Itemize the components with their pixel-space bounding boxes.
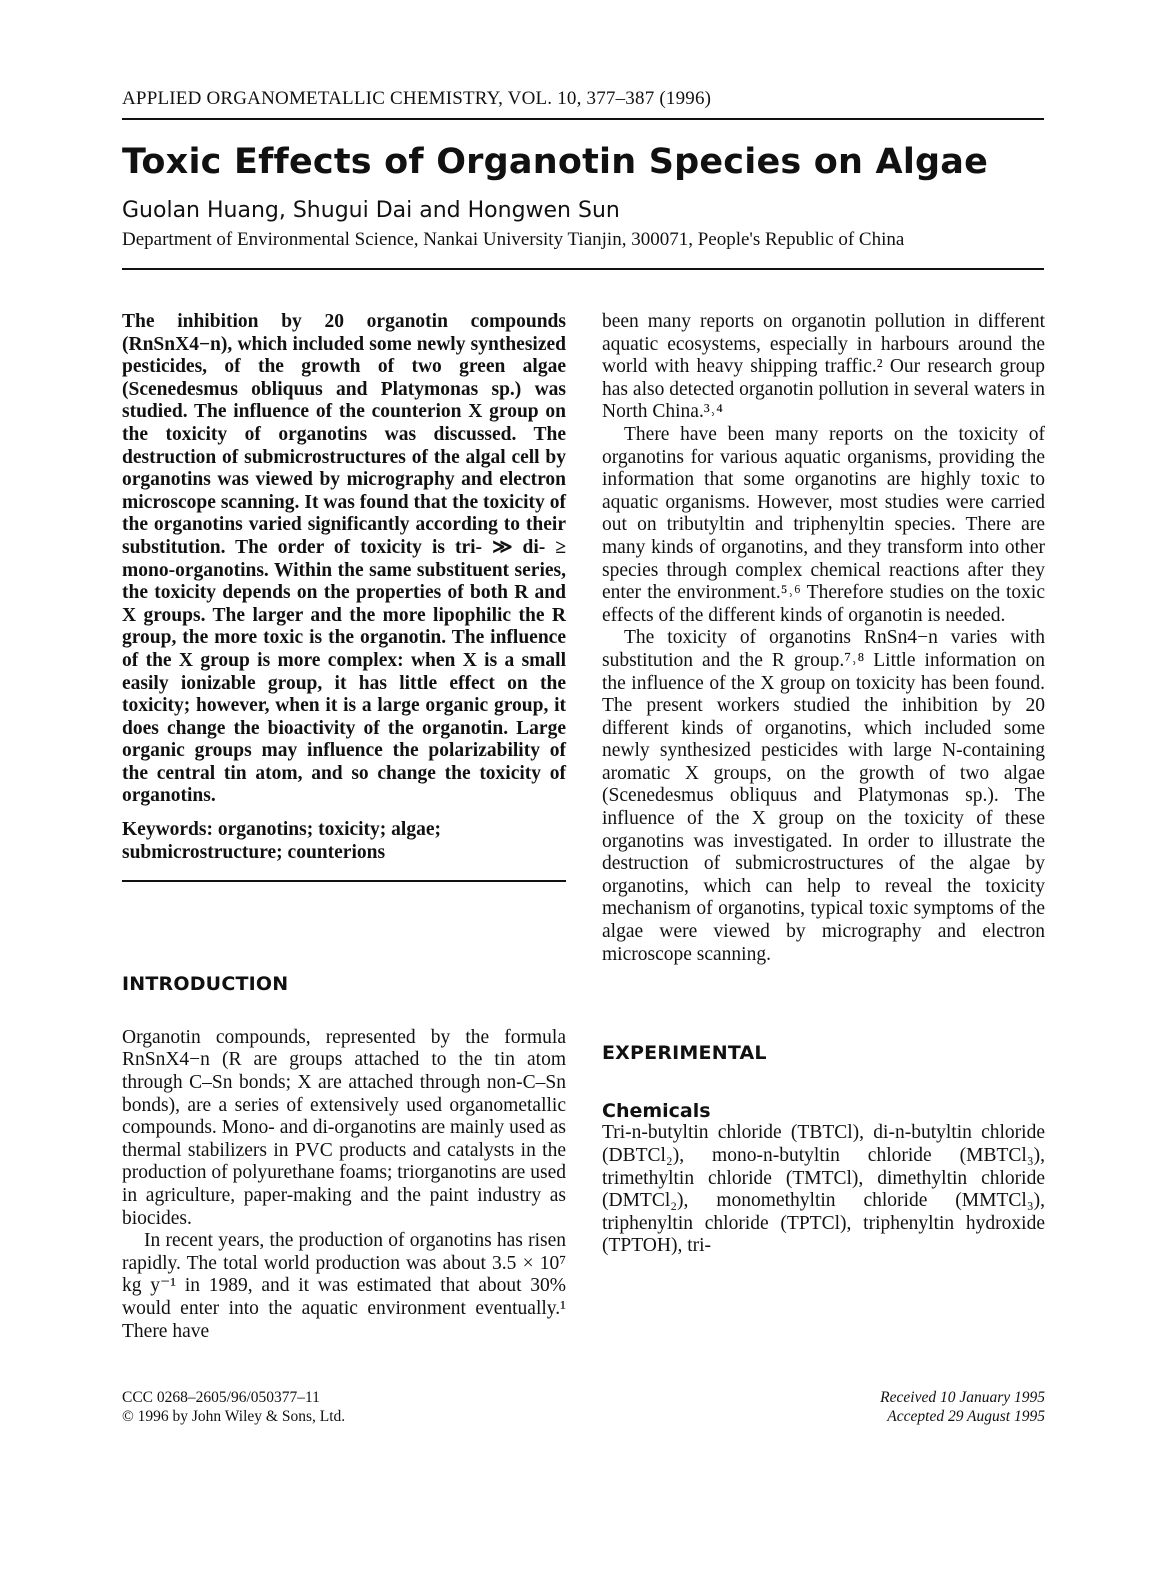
title-rule [122, 268, 1044, 270]
left-column [122, 311, 566, 1343]
copyright: © 1996 by John Wiley & Sons, Ltd. [122, 1408, 346, 1425]
author-list: Guolan Huang, Shugui Dai and Hongwen Sun [122, 198, 620, 223]
abstract-rule [122, 880, 566, 882]
intro-paragraph-2-continued: been many reports on organotin pollution in different aquatic ecosystems, especially in harbours around the world with heavy shipping traffic.² Our research group has also detected organotin pollution in several waters in North China.³˒⁴ [602, 311, 1045, 423]
footer-left [122, 1388, 345, 1426]
chemicals-paragraph: Tri-n-butyltin chloride (TBTCl), di-n-butyltin chloride (DBTCl₂), mono-n-butyltin chloride (MBTCl₃), trimethyltin chloride (TMTCl), dimethyltin chloride (DMTCl₂), monomethyltin chloride (MMTCl₃), triphenyltin chloride (TPTCl), triphenyltin hydroxide (TPTOH), tri- [602, 1122, 1045, 1257]
introduction-body-left [122, 1027, 566, 1343]
introduction-heading: INTRODUCTION [122, 973, 289, 996]
footer-right [880, 1388, 1045, 1426]
keywords-text: Keywords: organotins; toxicity; algae; submicrostructure; counterions [122, 819, 441, 863]
intro-paragraph-2: In recent years, the production of organotins has risen rapidly. The total world production was about 3.5 × 10⁷ kg y⁻¹ in 1989, and it was estimated that about 30% would enter into the aquatic environment eventually.¹ There have [122, 1230, 566, 1342]
experimental-heading: EXPERIMENTAL [602, 1042, 767, 1065]
header-rule [122, 118, 1044, 120]
ccc-code: CCC 0268–2605/96/050377–11 [122, 1389, 320, 1406]
keywords [122, 819, 566, 864]
abstract-text: The inhibition by 20 organotin compounds (RnSnX4−n), which included some newly synthesized pesticides, of the growth of two green algae (Scenedesmus obliquus and Platymonas sp.) was studied. The influence of the counterion X group on the toxicity of organotins was discussed. The destruction of submicrostructures of the algal cell by organotins was viewed by micrography and electron microscope scanning. It was found that the toxicity of the organotins varied significantly according to their substitution. The order of toxicity is tri- ≫ di- ≥ mono-organotins. Within the same substituent series, the toxicity depends on the properties of both R and X groups. The larger and the more lipophilic the R group, the more toxic is the organotin. The influence of the X group is more complex: when X is a small easily ionizable group, it has little effect on the toxicity; however, when it is a large organic group, it does change the bioactivity of the organotin. Large organic groups may influence the polarizability of the central tin atom, and so change the toxicity of organotins. [122, 311, 566, 807]
chemicals-subheading: Chemicals [602, 1099, 711, 1122]
intro-paragraph-3: There have been many reports on the toxicity of organotins for various aquatic organisms, providing the information that some organotins are highly toxic to aquatic organisms. However, most studies were carried out on tributyltin and triphenyltin species. There are many kinds of organotins, and they transform into other species through complex chemical reactions after they enter the environment.⁵˒⁶ Therefore studies on the toxic effects of the different kinds of organotin is needed. [602, 423, 1045, 626]
paper-title: Toxic Effects of Organotin Species on Algae [122, 142, 989, 182]
right-column [602, 311, 1045, 1258]
journal-header: APPLIED ORGANOMETALLIC CHEMISTRY, VOL. 10, 377–387 (1996) [122, 88, 712, 109]
intro-paragraph-1: Organotin compounds, represented by the formula RnSnX4−n (R are groups attached to the tin atom through C–Sn bonds; X are attached through non-C–Sn bonds), are a series of extensively used organometallic compounds. Mono- and di-organotins are mainly used as thermal stabilizers in PVC products and catalysts in the production of polyurethane foams; triorganotins are used in agriculture, paper-making and the paint industry as biocides. [122, 1026, 566, 1229]
intro-paragraph-4: The toxicity of organotins RnSn4−n varies with substitution and the R group.⁷˒⁸ Little information on the influence of the X group on toxicity has been found. The present workers studied the inhibition by 20 different kinds of organotins, which included some newly synthesized pesticides with large N-containing aromatic X groups, on the growth of two algae (Scenedesmus obliquus and Platymonas sp.). The influence of the X group on the toxicity of these organotins was investigated. In order to illustrate the destruction of submicrostructures of the algae by organotins, which can help to reveal the toxicity mechanism of organotins, typical toxic symptoms of the algae were viewed by micrography and electron microscope scanning. [602, 627, 1045, 965]
abstract [122, 311, 566, 808]
received-date: Received 10 January 1995 [880, 1389, 1045, 1406]
affiliation: Department of Environmental Science, Nankai University Tianjin, 300071, People's Republic of China [122, 229, 905, 250]
accepted-date: Accepted 29 August 1995 [887, 1408, 1045, 1425]
